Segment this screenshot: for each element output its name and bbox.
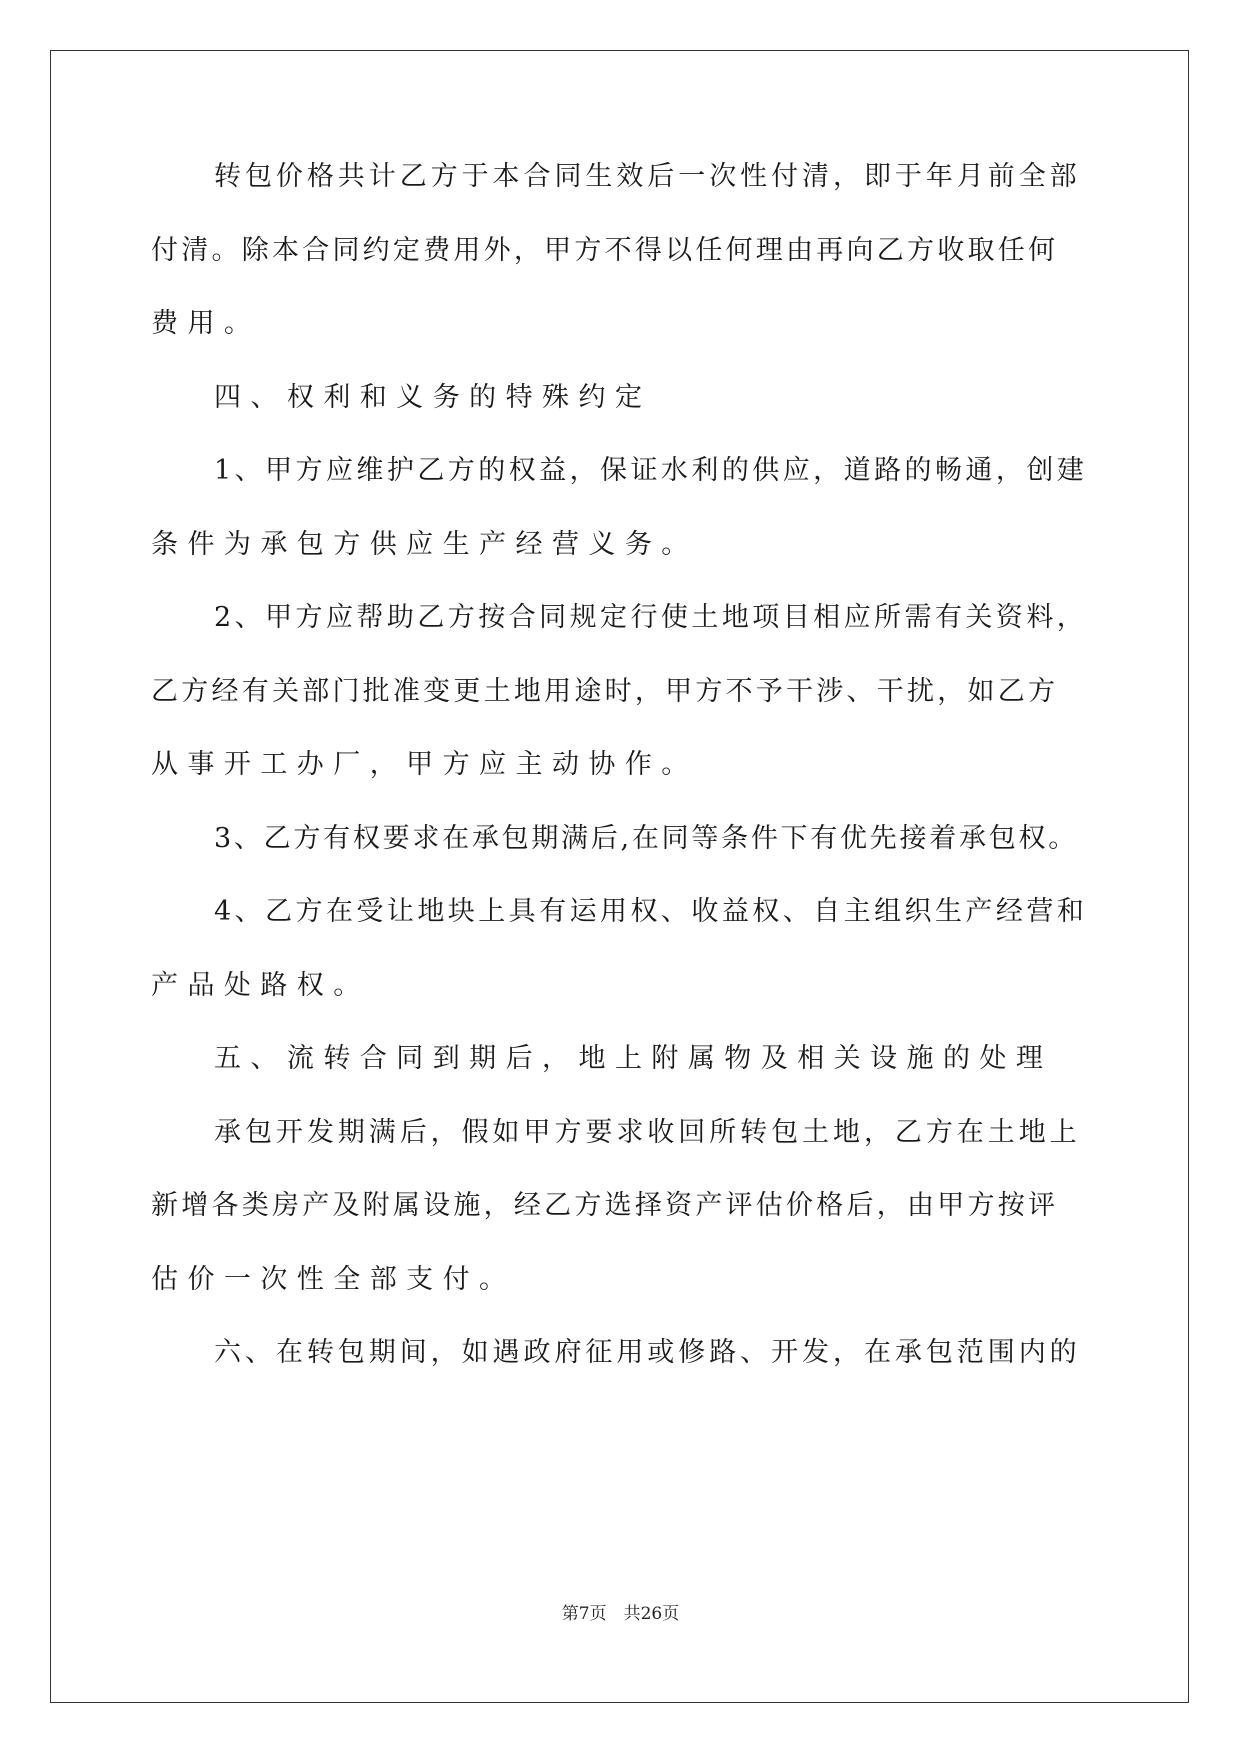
paragraph-line: 转包价格共计乙方于本合同生效后一次性付清，即于年月前全部	[214, 161, 1081, 192]
section-heading: 五、流转合同到期后，地上附属物及相关设施的处理	[214, 1043, 1053, 1074]
document-body	[151, 163, 1091, 1413]
paragraph-line: 4、乙方在受让地块上具有运用权、收益权、自主组织生产经营和	[214, 896, 1088, 927]
paragraph-line: 新增各类房产及附属设施，经乙方选择资产评估价格后，由甲方按评	[151, 1190, 1059, 1221]
section-heading: 六、在转包期间，如遇政府征用或修路、开发，在承包范围内的	[214, 1337, 1081, 1368]
paragraph-line: 从事开工办厂，甲方应主动协作。	[151, 749, 698, 780]
paragraph-line: 1、甲方应维护乙方的权益，保证水利的供应，道路的畅通，创建	[214, 455, 1088, 486]
paragraph-line: 估价一次性全部支付。	[151, 1263, 516, 1295]
page-number-footer: 第7页 共26页	[561, 1604, 680, 1624]
paragraph-line: 乙方经有关部门批准变更土地用途时，甲方不予干涉、干扰，如乙方	[151, 675, 1059, 707]
paragraph-line: 付清。除本合同约定费用外，甲方不得以任何理由再向乙方收取任何	[151, 234, 1059, 266]
paragraph-line: 2、甲方应帮助乙方按合同规定行使土地项目相应所需有关资料，	[214, 602, 1088, 633]
paragraph-line: 费用。	[151, 308, 261, 339]
paragraph-line: 条件为承包方供应生产经营义务。	[151, 528, 698, 560]
paragraph-line: 承包开发期满后，假如甲方要求收回所转包土地，乙方在土地上	[214, 1116, 1081, 1148]
paragraph-line: 3、乙方有权要求在承包期满后,在同等条件下有优先接着承包权。	[214, 822, 1078, 854]
section-heading: 四、权利和义务的特殊约定	[214, 381, 652, 413]
paragraph-line: 产品处路权。	[151, 969, 370, 1001]
